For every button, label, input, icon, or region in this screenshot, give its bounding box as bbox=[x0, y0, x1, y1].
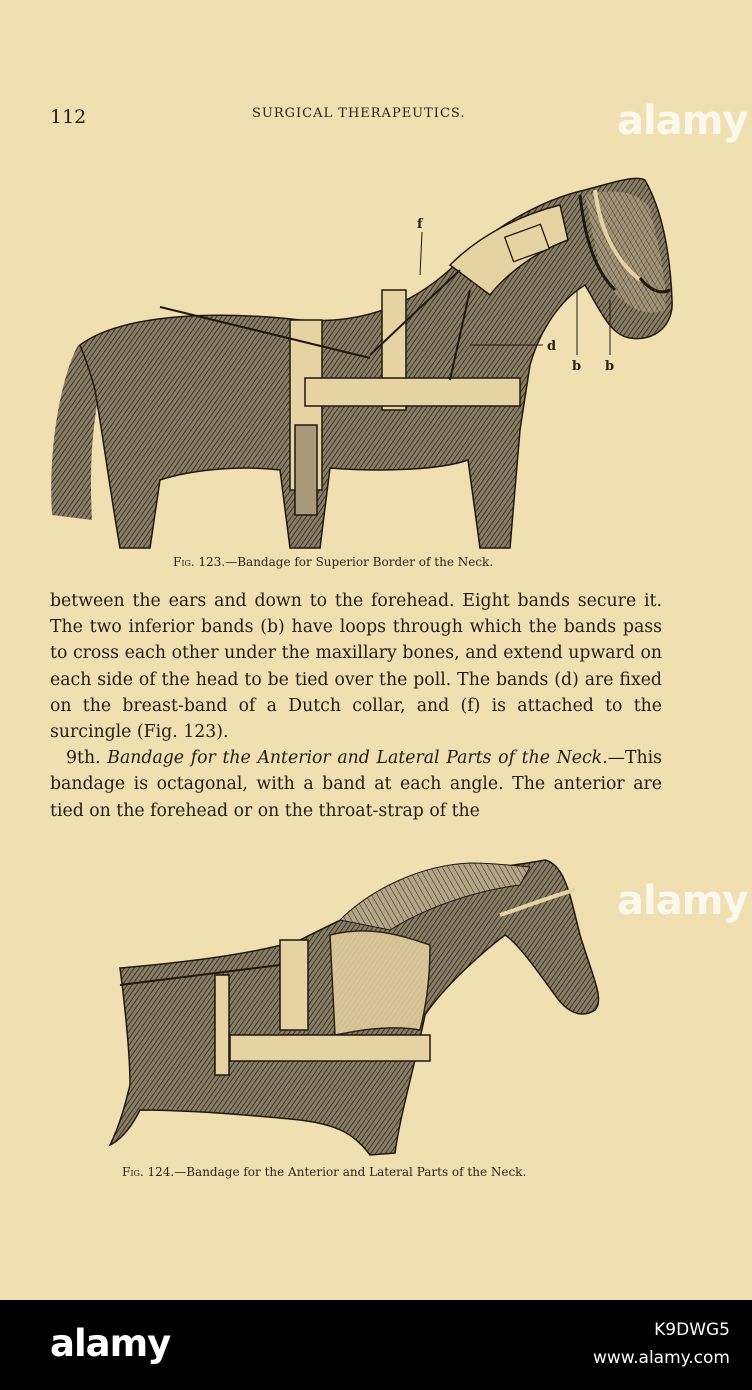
footer-url: www.alamy.com bbox=[592, 1348, 730, 1368]
figure-124-caption-text: —Bandage for the Anterior and Lateral Parts of the Neck. bbox=[174, 1165, 527, 1179]
label-b-1: b bbox=[572, 359, 582, 374]
label-b-2: b bbox=[605, 359, 615, 374]
figure-123-caption-text: —Bandage for Superior Border of the Neck. bbox=[225, 555, 494, 569]
watermark-middle: alamy bbox=[617, 878, 748, 924]
figure-124-caption-prefix: Fig. 124. bbox=[122, 1165, 175, 1179]
figure-123-caption bbox=[173, 555, 493, 569]
running-head: SURGICAL THERAPEUTICS. bbox=[252, 106, 466, 121]
horse-body bbox=[80, 178, 672, 548]
paragraph-1: between the ears and down to the forehead. Eight bands secure it. The two inferior bands (b) have loops through which the bands pass to cross each other under the maxillary bones, and extend upward on each side of the head to be tied over the poll. The bands (d) are fixed on the breast-band of a Dutch collar, and (f) is attached to the surcingle (Fig. 123). bbox=[50, 591, 662, 743]
paragraph-2-lead: 9th. bbox=[66, 748, 108, 769]
paragraph-2-text: —This bandage is octagonal, with a band at each angle. The anterior are tied on the forehead or on the throat-strap of the bbox=[50, 748, 662, 821]
footer-logo: alamy bbox=[50, 1322, 171, 1365]
paragraph-2 bbox=[50, 745, 662, 824]
footer-image-id: K9DWG5 bbox=[654, 1320, 730, 1340]
figure-123-horse-illustration bbox=[40, 150, 680, 560]
figure-123-caption-prefix: Fig. 123. bbox=[173, 555, 226, 569]
page-number: 112 bbox=[50, 106, 87, 128]
label-d: d bbox=[547, 339, 557, 354]
body-text bbox=[50, 588, 662, 824]
stock-footer-bar bbox=[0, 1300, 752, 1390]
figure-124-horse-illustration bbox=[100, 835, 610, 1165]
label-f: f bbox=[417, 217, 423, 232]
neck-bandage-2 bbox=[330, 931, 430, 1035]
watermark-top: alamy bbox=[617, 98, 748, 144]
section-heading-italic: Bandage for the Anterior and Lateral Parts of the Neck. bbox=[107, 748, 608, 769]
figure-124-caption bbox=[122, 1165, 526, 1179]
